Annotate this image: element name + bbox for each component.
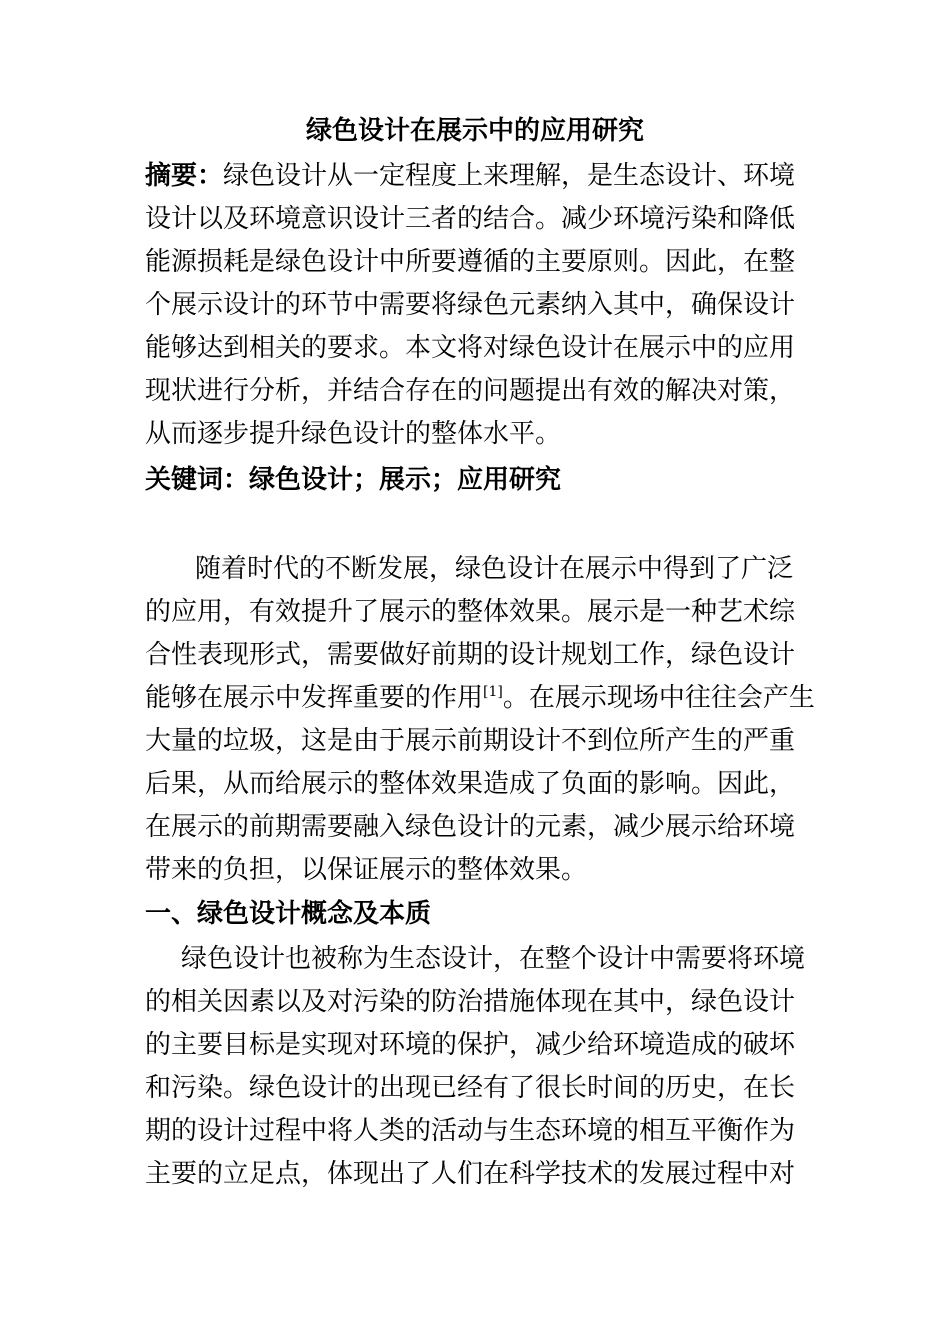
- section-line-1: 绿色设计也被称为生态设计，在整个设计中需要将环境: [181, 944, 806, 974]
- paper-title: 绿色设计在展示中的应用研究: [305, 116, 644, 146]
- section-line-2: 的相关因素以及对污染的防治措施体现在其中，绿色设计: [145, 987, 796, 1017]
- abstract-line-2: 设计以及环境意识设计三者的结合。减少环境污染和降低: [145, 204, 796, 234]
- section-heading: 一、绿色设计概念及本质: [145, 899, 432, 929]
- section-line-4: 和污染。绿色设计的出现已经有了很长时间的历史，在长: [145, 1073, 796, 1103]
- abstract-line-1: [145, 156, 795, 196]
- abstract-line-3: 能源损耗是绿色设计中所要遵循的主要原则。因此，在整: [145, 247, 796, 277]
- intro-line-7: 在展示的前期需要融入绿色设计的元素，减少展示给环境: [145, 812, 796, 842]
- intro-line-4-text: 能够在展示中发挥重要的作用: [145, 683, 484, 713]
- section-line-6: 主要的立足点，体现出了人们在科学技术的发展过程中对: [145, 1159, 796, 1189]
- abstract-line-4: 个展示设计的环节中需要将绿色元素纳入其中，确保设计: [145, 290, 796, 320]
- citation-ref: [1]: [483, 684, 503, 700]
- abstract-line-5: 能够达到相关的要求。本文将对绿色设计在展示中的应用: [145, 333, 796, 363]
- section-line-3: 的主要目标是实现对环境的保护，减少给环境造成的破坏: [145, 1030, 796, 1060]
- intro-line-4-tail: 。在展示现场中往往会产生: [502, 683, 815, 713]
- intro-line-3: 合性表现形式，需要做好前期的设计规划工作，绿色设计: [145, 640, 796, 670]
- abstract-text: 绿色设计从一定程度上来理解，是生态设计、环境: [223, 161, 796, 191]
- intro-line-6: 后果，从而给展示的整体效果造成了负面的影响。因此，: [145, 769, 796, 799]
- intro-line-5: 大量的垃圾，这是由于展示前期设计不到位所产生的严重: [145, 726, 796, 756]
- intro-line-1: 随着时代的不断发展，绿色设计在展示中得到了广泛: [195, 554, 794, 584]
- abstract-line-7: 从而逐步提升绿色设计的整体水平。: [145, 419, 562, 449]
- abstract-line-6: 现状进行分析，并结合存在的问题提出有效的解决对策，: [145, 376, 796, 406]
- intro-line-2: 的应用，有效提升了展示的整体效果。展示是一种艺术综: [145, 597, 796, 627]
- abstract-label: 摘要：: [145, 161, 224, 191]
- section-line-5: 期的设计过程中将人类的活动与生态环境的相互平衡作为: [145, 1116, 796, 1146]
- keywords: 关键词：绿色设计；展示；应用研究: [145, 465, 562, 495]
- intro-line-8: 带来的负担，以保证展示的整体效果。: [145, 855, 588, 885]
- intro-line-4: [145, 678, 815, 718]
